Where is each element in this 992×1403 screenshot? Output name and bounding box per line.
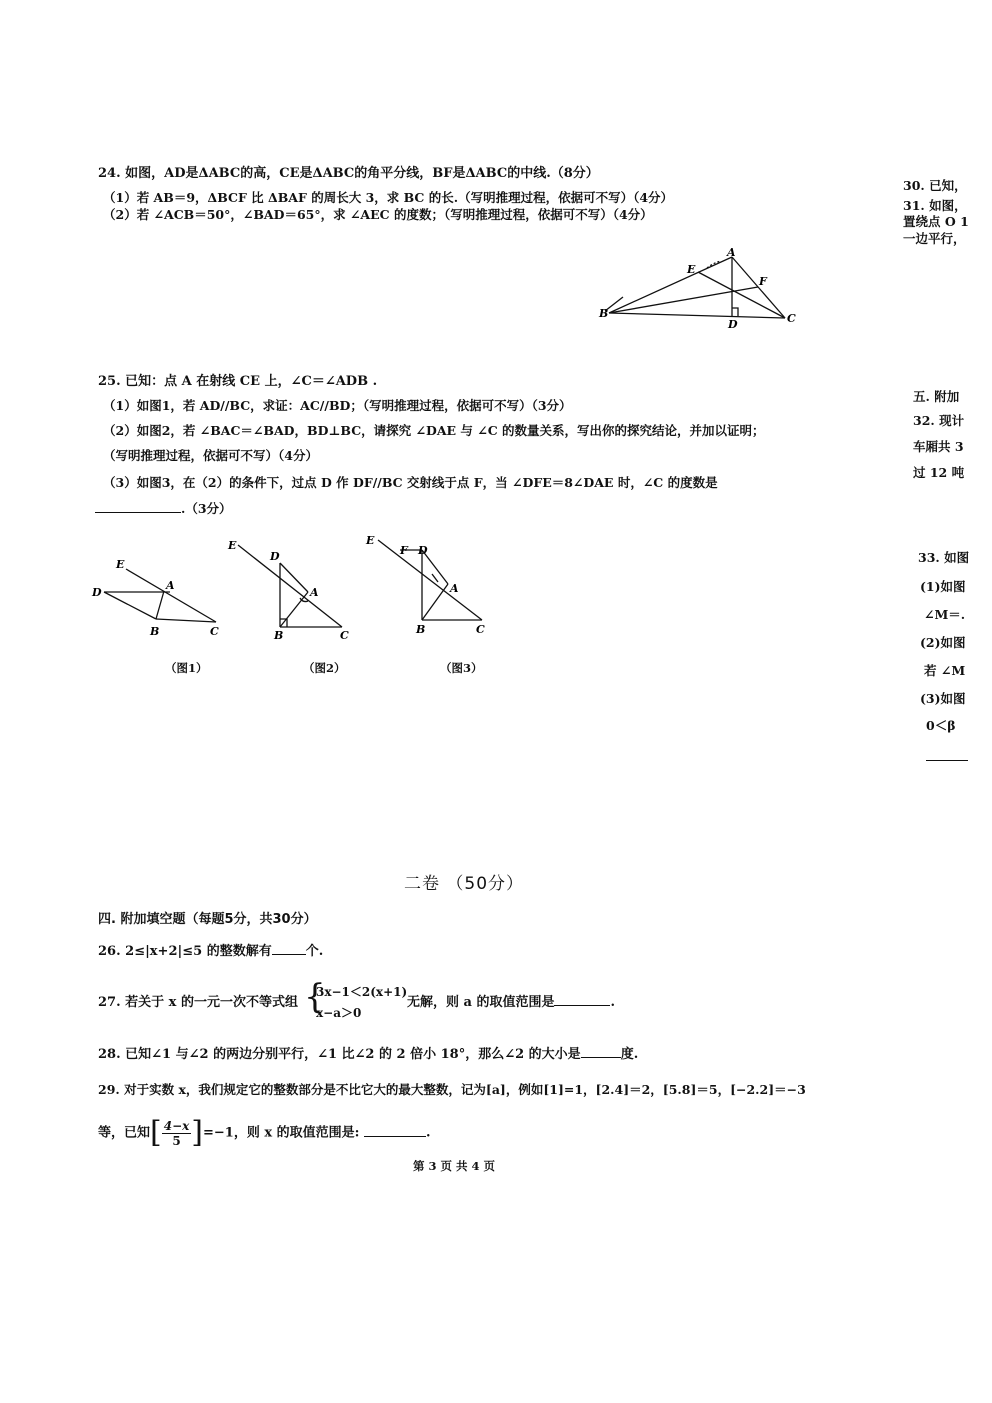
- label-d: D: [728, 318, 738, 330]
- fig1-label-d: D: [92, 586, 102, 599]
- side-q33-p3: (3)如图: [920, 691, 966, 706]
- q28-text: 28. 已知∠1 与∠2 的两边分别平行，∠1 比∠2 的 2 倍小 18°，那么∠2 的大小是: [98, 1047, 581, 1062]
- right-angle-d: [732, 308, 738, 316]
- q26-text: 26. 2≤|x+2|≤5 的整数解有: [98, 944, 272, 959]
- q25-fig2: [220, 535, 360, 645]
- section4-heading: 四. 附加填空题（每题5分，共30分）: [98, 912, 317, 927]
- fig2-label-e: E: [228, 539, 237, 552]
- q24-figure: [595, 245, 805, 330]
- q29-answer-blank[interactable]: [364, 1124, 426, 1137]
- q25-part2b: （写明推理过程，依据可不写）（4分）: [103, 448, 318, 463]
- label-e: E: [687, 263, 696, 276]
- fig3-label-c: C: [476, 623, 485, 636]
- fig1-caption: （图1）: [165, 661, 208, 675]
- q25-part3: （3）如图3，在（2）的条件下，过点 D 作 DF//BC 交射线于点 F，当 ∠DFE＝8∠DAE 时，∠C 的度数是: [103, 475, 718, 490]
- fig2-label-c: C: [340, 629, 349, 642]
- q28-end: 度.: [620, 1047, 639, 1062]
- q26: [98, 940, 323, 959]
- part2-title: 二卷 （50分）: [404, 874, 525, 894]
- q27-ineq2: x−a＞0: [316, 1006, 362, 1020]
- q25-part3-end: .（3分）: [181, 501, 232, 516]
- q25-stem: 25. 已知：点 A 在射线 CE 上，∠C＝∠ADB .: [98, 374, 378, 389]
- line-ba: [609, 257, 732, 313]
- q29-bracket-open: [: [150, 1115, 162, 1150]
- side-q33-p1: (1)如图: [920, 579, 966, 594]
- label-f: F: [759, 275, 767, 288]
- fig2-caption: （图2）: [303, 661, 346, 675]
- side-q30: 30. 已知，: [903, 178, 967, 193]
- fig1-label-c: C: [210, 625, 219, 638]
- fig3-label-a: A: [450, 582, 459, 595]
- q25-part2: （2）如图2，若 ∠BAC＝∠BAD，BD⊥BC，请探究 ∠DAE 与 ∠C 的数量关系，写出你的探究结论，并加以证明；: [103, 423, 765, 438]
- side-q32-line2: 车厢共 3: [913, 439, 964, 454]
- side-q33-p2b: 若 ∠M: [924, 663, 966, 678]
- label-c: C: [787, 312, 796, 325]
- q29-end: .: [425, 1125, 431, 1141]
- q27-rest: [407, 991, 615, 1010]
- side-q33-p1b: ∠M＝.: [924, 607, 966, 622]
- fig2-label-b: B: [274, 629, 284, 642]
- page-footer: 第 3 页 共 4 页: [413, 1159, 496, 1173]
- q29-pre: 等，已知: [98, 1125, 151, 1141]
- q28: [98, 1043, 638, 1062]
- q29-numerator: 4−x: [163, 1118, 190, 1133]
- side-q32-line3: 过 12 吨: [913, 465, 965, 480]
- q28-answer-blank[interactable]: [581, 1045, 621, 1058]
- fig3-label-b: B: [416, 623, 426, 636]
- q25-fig3: [360, 530, 500, 640]
- side-q31: 31. 如图，: [903, 198, 967, 213]
- fig1-label-b: B: [150, 625, 160, 638]
- q24-part1: （1）若 AB＝9，ΔBCF 比 ΔBAF 的周长大 3，求 BC 的长.（写明推理过程，依据可不写）（4分）: [103, 190, 674, 205]
- q27-text: 无解，则 a 的取值范围是: [407, 995, 555, 1010]
- q24-part2: （2）若 ∠ACB＝50°，∠BAD＝65°，求 ∠AEC 的度数；（写明推理过程，依据可不写）（4分）: [103, 207, 653, 222]
- fig3-caption: （图3）: [440, 661, 483, 675]
- label-b: B: [599, 307, 609, 320]
- line-bf: [609, 287, 758, 313]
- label-a: A: [727, 246, 736, 259]
- q29-bracket-close: ]: [191, 1115, 204, 1150]
- fig3-label-e: E: [366, 534, 375, 547]
- q27-end: .: [610, 995, 616, 1010]
- side-q31-line2: 置绕点 O 1: [903, 214, 969, 229]
- q26-answer-blank[interactable]: [272, 942, 306, 955]
- q25-part3-line: [95, 499, 232, 517]
- fig2-label-d: D: [270, 550, 280, 563]
- q29-denominator: 5: [172, 1133, 181, 1148]
- q27-ineq1: 3x−1＜2(x+1): [316, 985, 408, 999]
- q29-mid: =−1，则 x 的取值范围是:: [203, 1125, 360, 1141]
- q27-answer-blank[interactable]: [554, 993, 610, 1006]
- side-q31-line3: 一边平行，: [903, 231, 966, 246]
- q24-stem: 24. 如图，AD是ΔABC的高，CE是ΔABC的角平分线，BF是ΔABC的中线.（8分）: [98, 166, 599, 181]
- fig1-label-e: E: [116, 558, 125, 571]
- q29-fraction: [162, 1119, 192, 1148]
- q25-answer-blank[interactable]: [95, 500, 181, 513]
- side-q33-p3b: 0＜β: [926, 718, 956, 733]
- side-answer-line: [926, 760, 968, 761]
- q27-pre: 27. 若关于 x 的一元一次不等式组: [98, 995, 298, 1010]
- side-q33: 33. 如图: [918, 550, 970, 565]
- side-q33-p2: (2)如图: [920, 635, 966, 650]
- q25-part1: （1）如图1，若 AD//BC，求证：AC//BD；（写明推理过程，依据可不写）（3分）: [103, 398, 572, 413]
- q26-end: 个.: [305, 944, 324, 959]
- fig3-label-f: F: [400, 544, 408, 557]
- q29-line2: [98, 1115, 431, 1150]
- q25-fig1: [88, 555, 228, 640]
- q27-brace: {: [304, 977, 326, 1017]
- side-q32: 32. 现计: [913, 413, 965, 428]
- fig1-label-a: A: [166, 579, 175, 592]
- fig2-label-a: A: [310, 586, 319, 599]
- q29-line1: 29. 对于实数 x，我们规定它的整数部分是不比它大的最大整数，记为[a]，例如[1]=1，[2.4]＝2，[5.8]＝5，[−2.2]＝−3: [98, 1082, 806, 1097]
- fig3-label-d: D: [418, 544, 428, 557]
- side-section5: 五. 附加: [913, 389, 960, 404]
- line-bc: [609, 313, 785, 318]
